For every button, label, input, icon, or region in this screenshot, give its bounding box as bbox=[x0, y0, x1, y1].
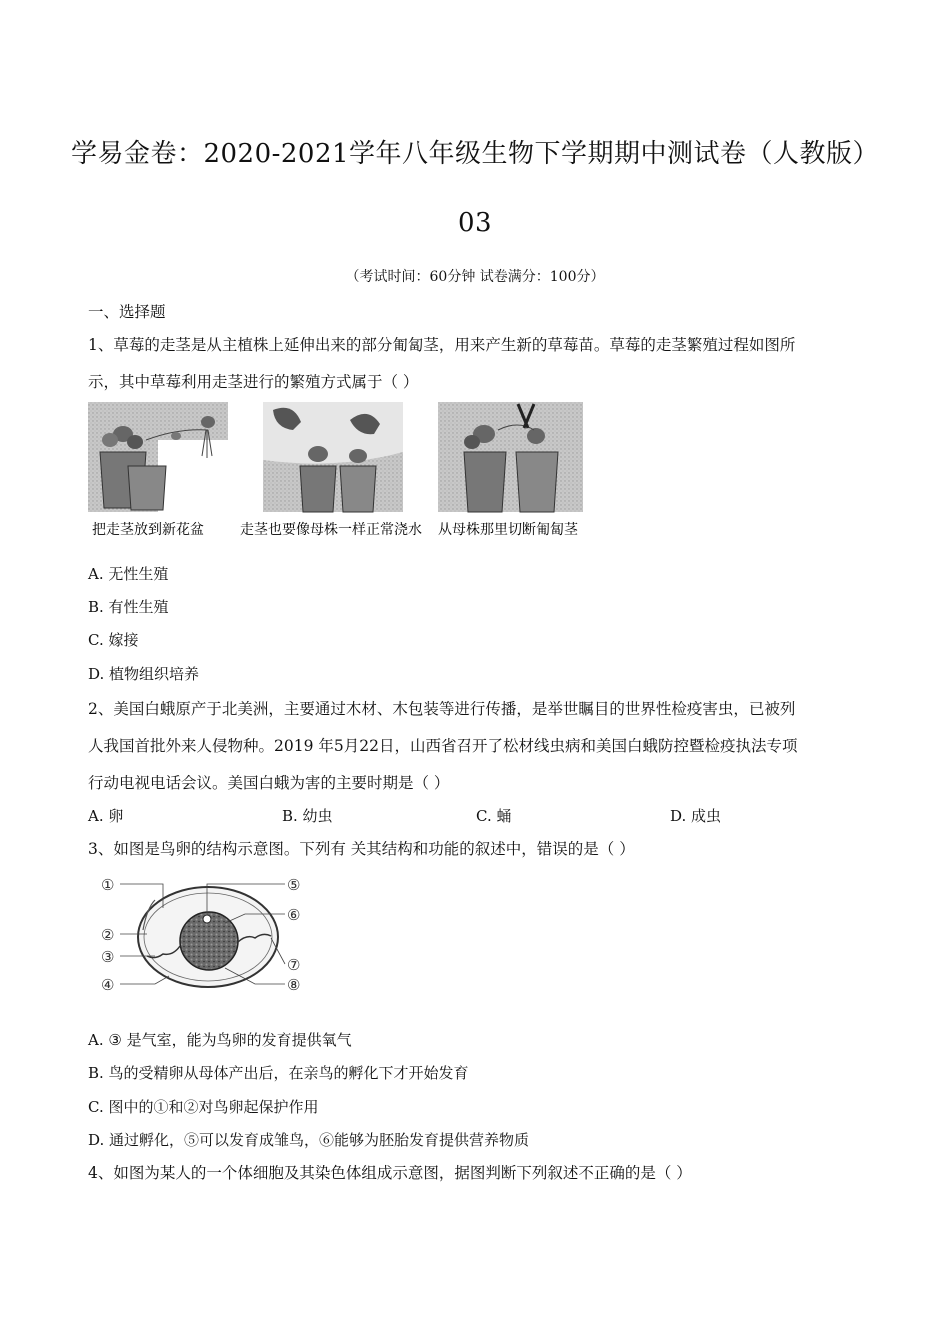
q1-option-c[interactable]: C. 嫁接 bbox=[88, 631, 139, 649]
q2-text-line2: 人我国首批外来人侵物种。2019 年5月22日，山西省召开了松材线虫病和美国白蛾防控暨检疫执法专项 bbox=[88, 737, 798, 755]
q1-option-a[interactable]: A. 无性生殖 bbox=[88, 565, 169, 583]
q3-option-b[interactable]: B. 鸟的受精卵从母体产出后，在亲鸟的孵化下才开始发育 bbox=[88, 1064, 469, 1082]
exam-info: （考试时间：60分钟 试卷满分：100分） bbox=[345, 269, 605, 285]
egg-label-8: ⑧ bbox=[287, 976, 301, 994]
egg-label-7: ⑦ bbox=[287, 956, 301, 974]
egg-label-2: ② bbox=[101, 926, 115, 944]
bird-egg-illustration bbox=[95, 868, 315, 1003]
egg-label-1: ① bbox=[101, 876, 115, 894]
q1-option-b[interactable]: B. 有性生殖 bbox=[88, 598, 169, 616]
strawberry-figure bbox=[88, 400, 588, 545]
q4-text-line1: 4、如图为某人的一个体细胞及其染色体组成示意图，据图判断下列叙述不正确的是（ ） bbox=[88, 1164, 692, 1182]
q1-option-d[interactable]: D. 植物组织培养 bbox=[88, 665, 200, 683]
q2-option-d[interactable]: D. 成虫 bbox=[670, 807, 722, 825]
q1-text-line2: 示，其中草莓利用走茎进行的繁殖方式属于（ ） bbox=[88, 373, 419, 391]
q2-option-a[interactable]: A. 卵 bbox=[88, 807, 124, 825]
q3-option-d[interactable]: D. 通过孵化，⑤可以发育成雏鸟，⑥能够为胚胎发育提供营养物质 bbox=[88, 1131, 530, 1149]
egg-label-4: ④ bbox=[101, 976, 115, 994]
q2-option-c[interactable]: C. 蛹 bbox=[476, 807, 512, 825]
bird-egg-diagram bbox=[95, 868, 315, 1003]
q3-option-a[interactable]: A. ③ 是气室，能为鸟卵的发育提供氧气 bbox=[88, 1031, 352, 1049]
q2-text-line1: 2、美国白蛾原产于北美洲，主要通过木材、木包装等进行传播，是举世瞩目的世界性检疫害虫，已被列 bbox=[88, 700, 796, 718]
figure-caption-3: 从母株那里切断匍匐茎 bbox=[438, 522, 578, 538]
strawberry-illustration bbox=[88, 400, 588, 545]
q2-option-b[interactable]: B. 幼虫 bbox=[282, 807, 333, 825]
page-title-number: 03 bbox=[457, 208, 493, 238]
egg-label-5: ⑤ bbox=[287, 876, 301, 894]
q1-text-line1: 1、草莓的走茎是从主植株上延伸出来的部分匍匐茎，用来产生新的草莓苗。草莓的走茎繁殖过程如图所 bbox=[88, 336, 796, 354]
q3-option-c[interactable]: C. 图中的①和②对鸟卵起保护作用 bbox=[88, 1098, 319, 1116]
q2-text-line3: 行动电视电话会议。美国白蛾为害的主要时期是（ ） bbox=[88, 774, 450, 792]
q3-text-line1: 3、如图是鸟卵的结构示意图。下列有 关其结构和功能的叙述中，错误的是（ ） bbox=[88, 840, 635, 858]
page-title: 学易金卷：2020-2021学年八年级生物下学期期中测试卷（人教版） bbox=[70, 139, 880, 169]
section-heading: 一、选择题 bbox=[88, 303, 166, 321]
egg-label-3: ③ bbox=[101, 948, 115, 966]
egg-label-6: ⑥ bbox=[287, 906, 301, 924]
figure-caption-2: 走茎也要像母株一样正常浇水 bbox=[240, 522, 422, 538]
figure-caption-1: 把走茎放到新花盆 bbox=[92, 522, 204, 538]
